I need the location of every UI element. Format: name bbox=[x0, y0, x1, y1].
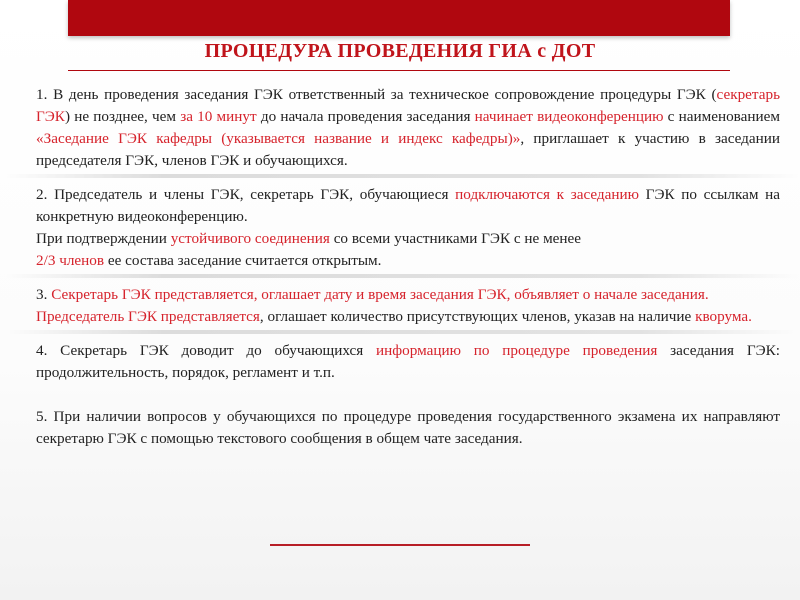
p4-highlight-info: информацию по процедуре проведения bbox=[376, 342, 658, 359]
p4-text-1: 4. Секретарь ГЭК доводит до обучающихся bbox=[36, 342, 377, 359]
slide-title: ПРОЦЕДУРА ПРОВЕДЕНИЯ ГИА с ДОТ bbox=[204, 40, 596, 62]
decorative-line bbox=[270, 544, 530, 546]
paragraph-4-text bbox=[36, 340, 780, 384]
p5-text-1: 5. При наличии вопросов у обучающихся по процедуре проведения государственного экзамена их направляют секретарю ГЭК с помощью текстового сообщения в общем чате заседания. bbox=[36, 408, 780, 447]
separator bbox=[6, 174, 798, 178]
p2-highlight-connection: устойчивого соединения bbox=[170, 230, 330, 247]
paragraph-2b-text bbox=[36, 228, 780, 272]
top-banner bbox=[68, 0, 730, 36]
paragraph-3b-text bbox=[36, 306, 780, 328]
p1-text-2: ) не позднее, чем bbox=[64, 108, 181, 125]
title-underline bbox=[68, 70, 730, 71]
p2-text-4: со всеми участниками ГЭК с не менее bbox=[329, 230, 582, 247]
slide-content bbox=[36, 84, 780, 456]
p1-text-5: , приглашает к участию в заседании председателя ГЭК, членов ГЭК и обучающихся. bbox=[36, 130, 781, 169]
p1-text-4: с наименованием bbox=[663, 108, 780, 125]
paragraph-1-text bbox=[36, 84, 780, 172]
p3-highlight-quorum: кворума. bbox=[695, 308, 752, 325]
paragraph-1 bbox=[36, 84, 780, 178]
paragraph-2 bbox=[36, 184, 780, 278]
p1-text-3: до начала проведения заседания bbox=[256, 108, 475, 125]
p1-text-1: 1. В день проведения заседания ГЭК ответственный за техническое сопровождение процедуры ГЭК ( bbox=[36, 86, 717, 103]
p2-text-3: При подтверждении bbox=[36, 230, 171, 247]
p2-text-5: ее состава заседание считается открытым. bbox=[104, 252, 382, 269]
separator bbox=[6, 274, 798, 278]
p2-text-2: ГЭК по ссылкам на конкретную видеоконференцию. bbox=[36, 186, 780, 225]
p1-highlight-name: «Заседание ГЭК кафедры (указывается название и индекс кафедры)» bbox=[36, 130, 521, 147]
p3-highlight-chairman: Председатель ГЭК представляется bbox=[36, 308, 260, 325]
p2-highlight-members: 2/3 членов bbox=[36, 252, 105, 269]
paragraph-3-text bbox=[36, 284, 780, 306]
p1-highlight-time: за 10 минут bbox=[180, 108, 257, 125]
p2-text-1: 2. Председатель и члены ГЭК, секретарь ГЭК, обучающиеся bbox=[36, 186, 456, 203]
separator bbox=[6, 330, 798, 334]
p1-highlight-secretary: секретарь ГЭК bbox=[36, 86, 780, 125]
paragraph-3 bbox=[36, 284, 780, 334]
p3-text-1: 3. bbox=[36, 286, 52, 303]
p3-highlight-secretary: Секретарь ГЭК представляется, оглашает дату и время заседания ГЭК, объявляет о начале заседания. bbox=[51, 286, 709, 303]
p2-highlight-connect: подключаются к заседанию bbox=[455, 186, 639, 203]
p3-text-2: , оглашает количество присутствующих членов, указав на наличие bbox=[259, 308, 696, 325]
paragraph-2-text bbox=[36, 184, 780, 228]
p4-text-2: заседания ГЭК: продолжительность, порядок, регламент и т.п. bbox=[36, 342, 780, 381]
paragraph-5 bbox=[36, 406, 780, 456]
paragraph-4 bbox=[36, 340, 780, 390]
paragraph-5-text bbox=[36, 406, 780, 450]
p1-highlight-start: начинает видеоконференцию bbox=[474, 108, 664, 125]
